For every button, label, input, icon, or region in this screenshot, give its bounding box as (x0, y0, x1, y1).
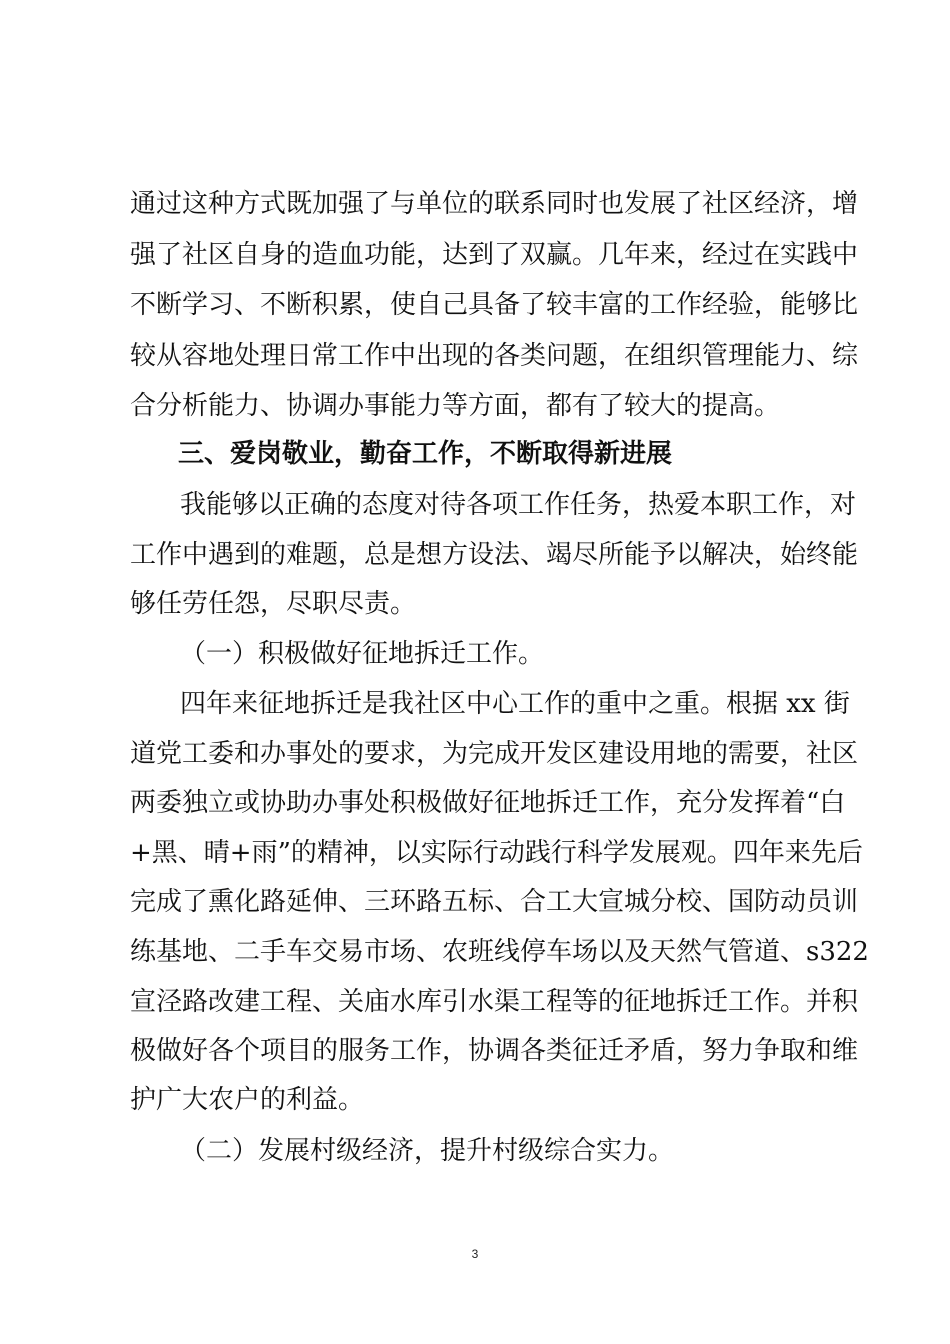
body-line: 不断学习、不断积累，使自己具备了较丰富的工作经验，能够比 (130, 290, 859, 320)
body-line: 极做好各个项目的服务工作，协调各类征迁矛盾，努力争取和维 (130, 1036, 859, 1066)
body-line: 两委独立或协助办事处积极做好征地拆迁工作，充分发挥着“白 (130, 788, 846, 818)
body-line: 工作中遇到的难题，总是想方设法、竭尽所能予以解决，始终能 (130, 540, 859, 570)
body-line: +黑、晴+雨”的精神，以实际行动践行科学发展观。四年来先后 (130, 838, 863, 868)
body-line: 通过这种方式既加强了与单位的联系同时也发展了社区经济，增 (130, 189, 859, 219)
body-line: 较从容地处理日常工作中出现的各类问题，在组织管理能力、综 (130, 341, 859, 371)
body-line: 我能够以正确的态度对待各项工作任务，热爱本职工作，对 (180, 490, 857, 520)
body-line: 宣泾路改建工程、关庙水库引水渠工程等的征地拆迁工作。并积 (130, 987, 859, 1017)
subsection-heading: （一）积极做好征地拆迁工作。 (180, 639, 545, 669)
body-line: 合分析能力、协调办事能力等方面，都有了较大的提高。 (130, 391, 781, 421)
body-line: 完成了熏化路延伸、三环路五标、合工大宣城分校、国防动员训 (130, 887, 859, 917)
body-line: 练基地、二手车交易市场、农班线停车场以及天然气管道、s322 (130, 937, 869, 967)
body-line: 够任劳任怨，尽职尽责。 (130, 589, 417, 619)
page-number: 3 (471, 1247, 479, 1261)
subsection-heading: （二）发展村级经济，提升村级综合实力。 (180, 1136, 675, 1166)
body-line: 四年来征地拆迁是我社区中心工作的重中之重。根据 xx 街 (180, 689, 850, 719)
section-heading: 三、爱岗敬业，勤奋工作，不断取得新进展 (178, 439, 673, 469)
body-line: 道党工委和办事处的要求，为完成开发区建设用地的需要，社区 (130, 739, 859, 769)
body-line: 强了社区自身的造血功能，达到了双赢。几年来，经过在实践中 (130, 240, 859, 270)
body-line: 护广大农户的利益。 (130, 1085, 365, 1115)
